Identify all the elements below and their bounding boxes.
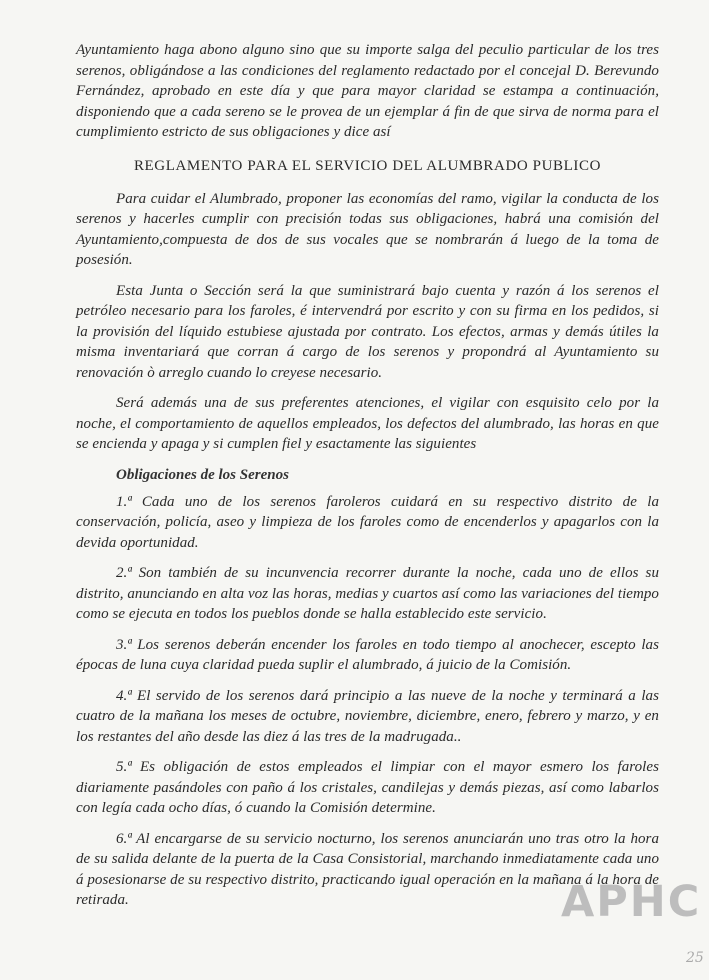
intro-paragraph: Ayuntamiento haga abono alguno sino que su importe salga del peculio particular de los tres serenos, obligándose a las condiciones del reglamento redactado por el concejal D. Berevundo Fernández, aprobado en este día y que para mayor claridad se estampa a continuación, disponiendo que a cada sereno se le provea de un ejemplar á fin de que sirva de norma para el cumplimiento estricto de sus obligaciones y dice así [76, 42, 659, 140]
obligation-item-4: 4.ª El servido de los serenos dará principio a las nueve de la noche y terminará a las cuatro de la mañana los meses de octubre, noviembre, diciembre, enero, febrero y marzo, y en los restantes del año desde las diez á las tres de la madrugada.. [76, 687, 659, 745]
obligation-item-5: 5.ª Es obligación de estos empleados el limpiar con el mayor esmero los faroles diariamente pasándoles con paño á los cristales, candilejas y demás piezas, así como labarlos con legía cada ocho días, ó cuando la Comisión determine. [76, 759, 659, 816]
obligation-item-3: 3.ª Los serenos deberán encender los faroles en todo tiempo al anochecer, escepto las épocas de luna cuya claridad pueda suplir el alumbrado, á juicio de la Comisión. [76, 636, 659, 673]
obligation-item-6: 6.ª Al encargarse de su servicio nocturno, los serenos anunciarán uno tras otro la hora de su salida delante de la puerta de la Casa Consistorial, marchando inmediatamente cada uno á posesionarse de su respectivo distrito, practicando igual operación en la mañana á la hora de retirada. [76, 830, 659, 908]
paragraph-commission: Para cuidar el Alumbrado, proponer las economías del ramo, vigilar la conducta de los serenos y hacerles cumplir con precisión todas sus obligaciones, habrá una comisión del Ayuntamiento,compuesta de dos de sus vocales que se nombrarán á luego de la toma de posesión. [76, 190, 659, 268]
paragraph-junta: Esta Junta o Sección será la que suministrará bajo cuenta y razón á los serenos el petróleo necesario para los faroles, é intervendrá por escrito y con su firma en los pedidos, si la provisión del líquido estubiese ajustada por contrato. Los efectos, armas y demás útiles la misma inventariará que corran á cargo de los serenos y propondrá al Ayuntamiento su renovación ò arreglo cuando lo creyese necesario. [76, 282, 659, 381]
obligation-item-2: 2.ª Son también de su incunvencia recorrer durante la noche, cada uno de ellos su distrito, anunciando en alta voz las horas, medias y cuartos así como las variaciones del tiempo como se ejecuta en todos los pueblos donde se halla establecido este servicio. [76, 565, 659, 622]
document-page [76, 40, 659, 911]
obligation-item-1: 1.ª Cada uno de los serenos faroleros cuidará en su respectivo distrito de la conservación, policía, aseo y limpieza de los faroles como de encenderlos y apagarlos con la devida oportunidad. [76, 493, 659, 551]
paragraph-attentions: Será además una de sus preferentes atenciones, el vigilar con esquisito celo por la noche, el comportamiento de aquellos empleados, los defectos del alumbrado, las horas en que se encienda y apaga y si cumplen fiel y esactamente las siguientes [76, 395, 659, 452]
page-number: 25 [686, 950, 704, 966]
section-heading: REGLAMENTO PARA EL SERVICIO DEL ALUMBRADO PUBLICO [133, 157, 602, 174]
aphc-watermark: APHC [561, 877, 702, 927]
obligations-subheading: Obligaciones de los Serenos [116, 466, 289, 483]
